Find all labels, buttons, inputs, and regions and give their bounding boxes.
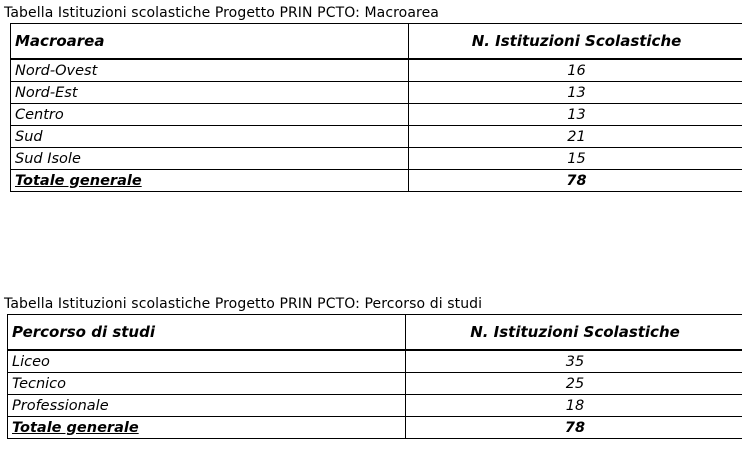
table-header-row [8, 315, 742, 351]
row-count: 13 [409, 82, 742, 104]
row-label: Professionale [8, 395, 406, 417]
table-row [11, 82, 742, 104]
table-row [11, 59, 742, 82]
row-label: Nord-Est [11, 82, 409, 104]
total-label: Totale generale [8, 417, 406, 439]
table-row [8, 395, 742, 417]
table-row [11, 104, 742, 126]
total-row [11, 170, 742, 192]
row-count: 18 [406, 395, 742, 417]
row-label: Sud Isole [11, 148, 409, 170]
total-row [8, 417, 742, 439]
row-label: Tecnico [8, 373, 406, 395]
row-label: Sud [11, 126, 409, 148]
table-row [11, 148, 742, 170]
percorso-table-caption: Tabella Istituzioni scolastiche Progetto PRIN PCTO: Percorso di studi [4, 296, 483, 312]
macroarea-table [10, 23, 742, 192]
macroarea-table-caption: Tabella Istituzioni scolastiche Progetto PRIN PCTO: Macroarea [4, 5, 439, 21]
row-count: 15 [409, 148, 742, 170]
row-count: 13 [409, 104, 742, 126]
total-label: Totale generale [11, 170, 409, 192]
row-label: Centro [11, 104, 409, 126]
column-header-percorso: Percorso di studi [8, 315, 406, 351]
column-header-macroarea: Macroarea [11, 24, 409, 60]
row-count: 25 [406, 373, 742, 395]
percorso-table [7, 314, 742, 439]
row-count: 35 [406, 350, 742, 373]
row-label: Liceo [8, 350, 406, 373]
total-count: 78 [406, 417, 742, 439]
column-header-count: N. Istituzioni Scolastiche [409, 24, 742, 60]
total-count: 78 [409, 170, 742, 192]
row-count: 21 [409, 126, 742, 148]
table-header-row [11, 24, 742, 60]
column-header-count: N. Istituzioni Scolastiche [406, 315, 742, 351]
row-count: 16 [409, 59, 742, 82]
table-row [8, 373, 742, 395]
table-row [8, 350, 742, 373]
row-label: Nord-Ovest [11, 59, 409, 82]
table-row [11, 126, 742, 148]
